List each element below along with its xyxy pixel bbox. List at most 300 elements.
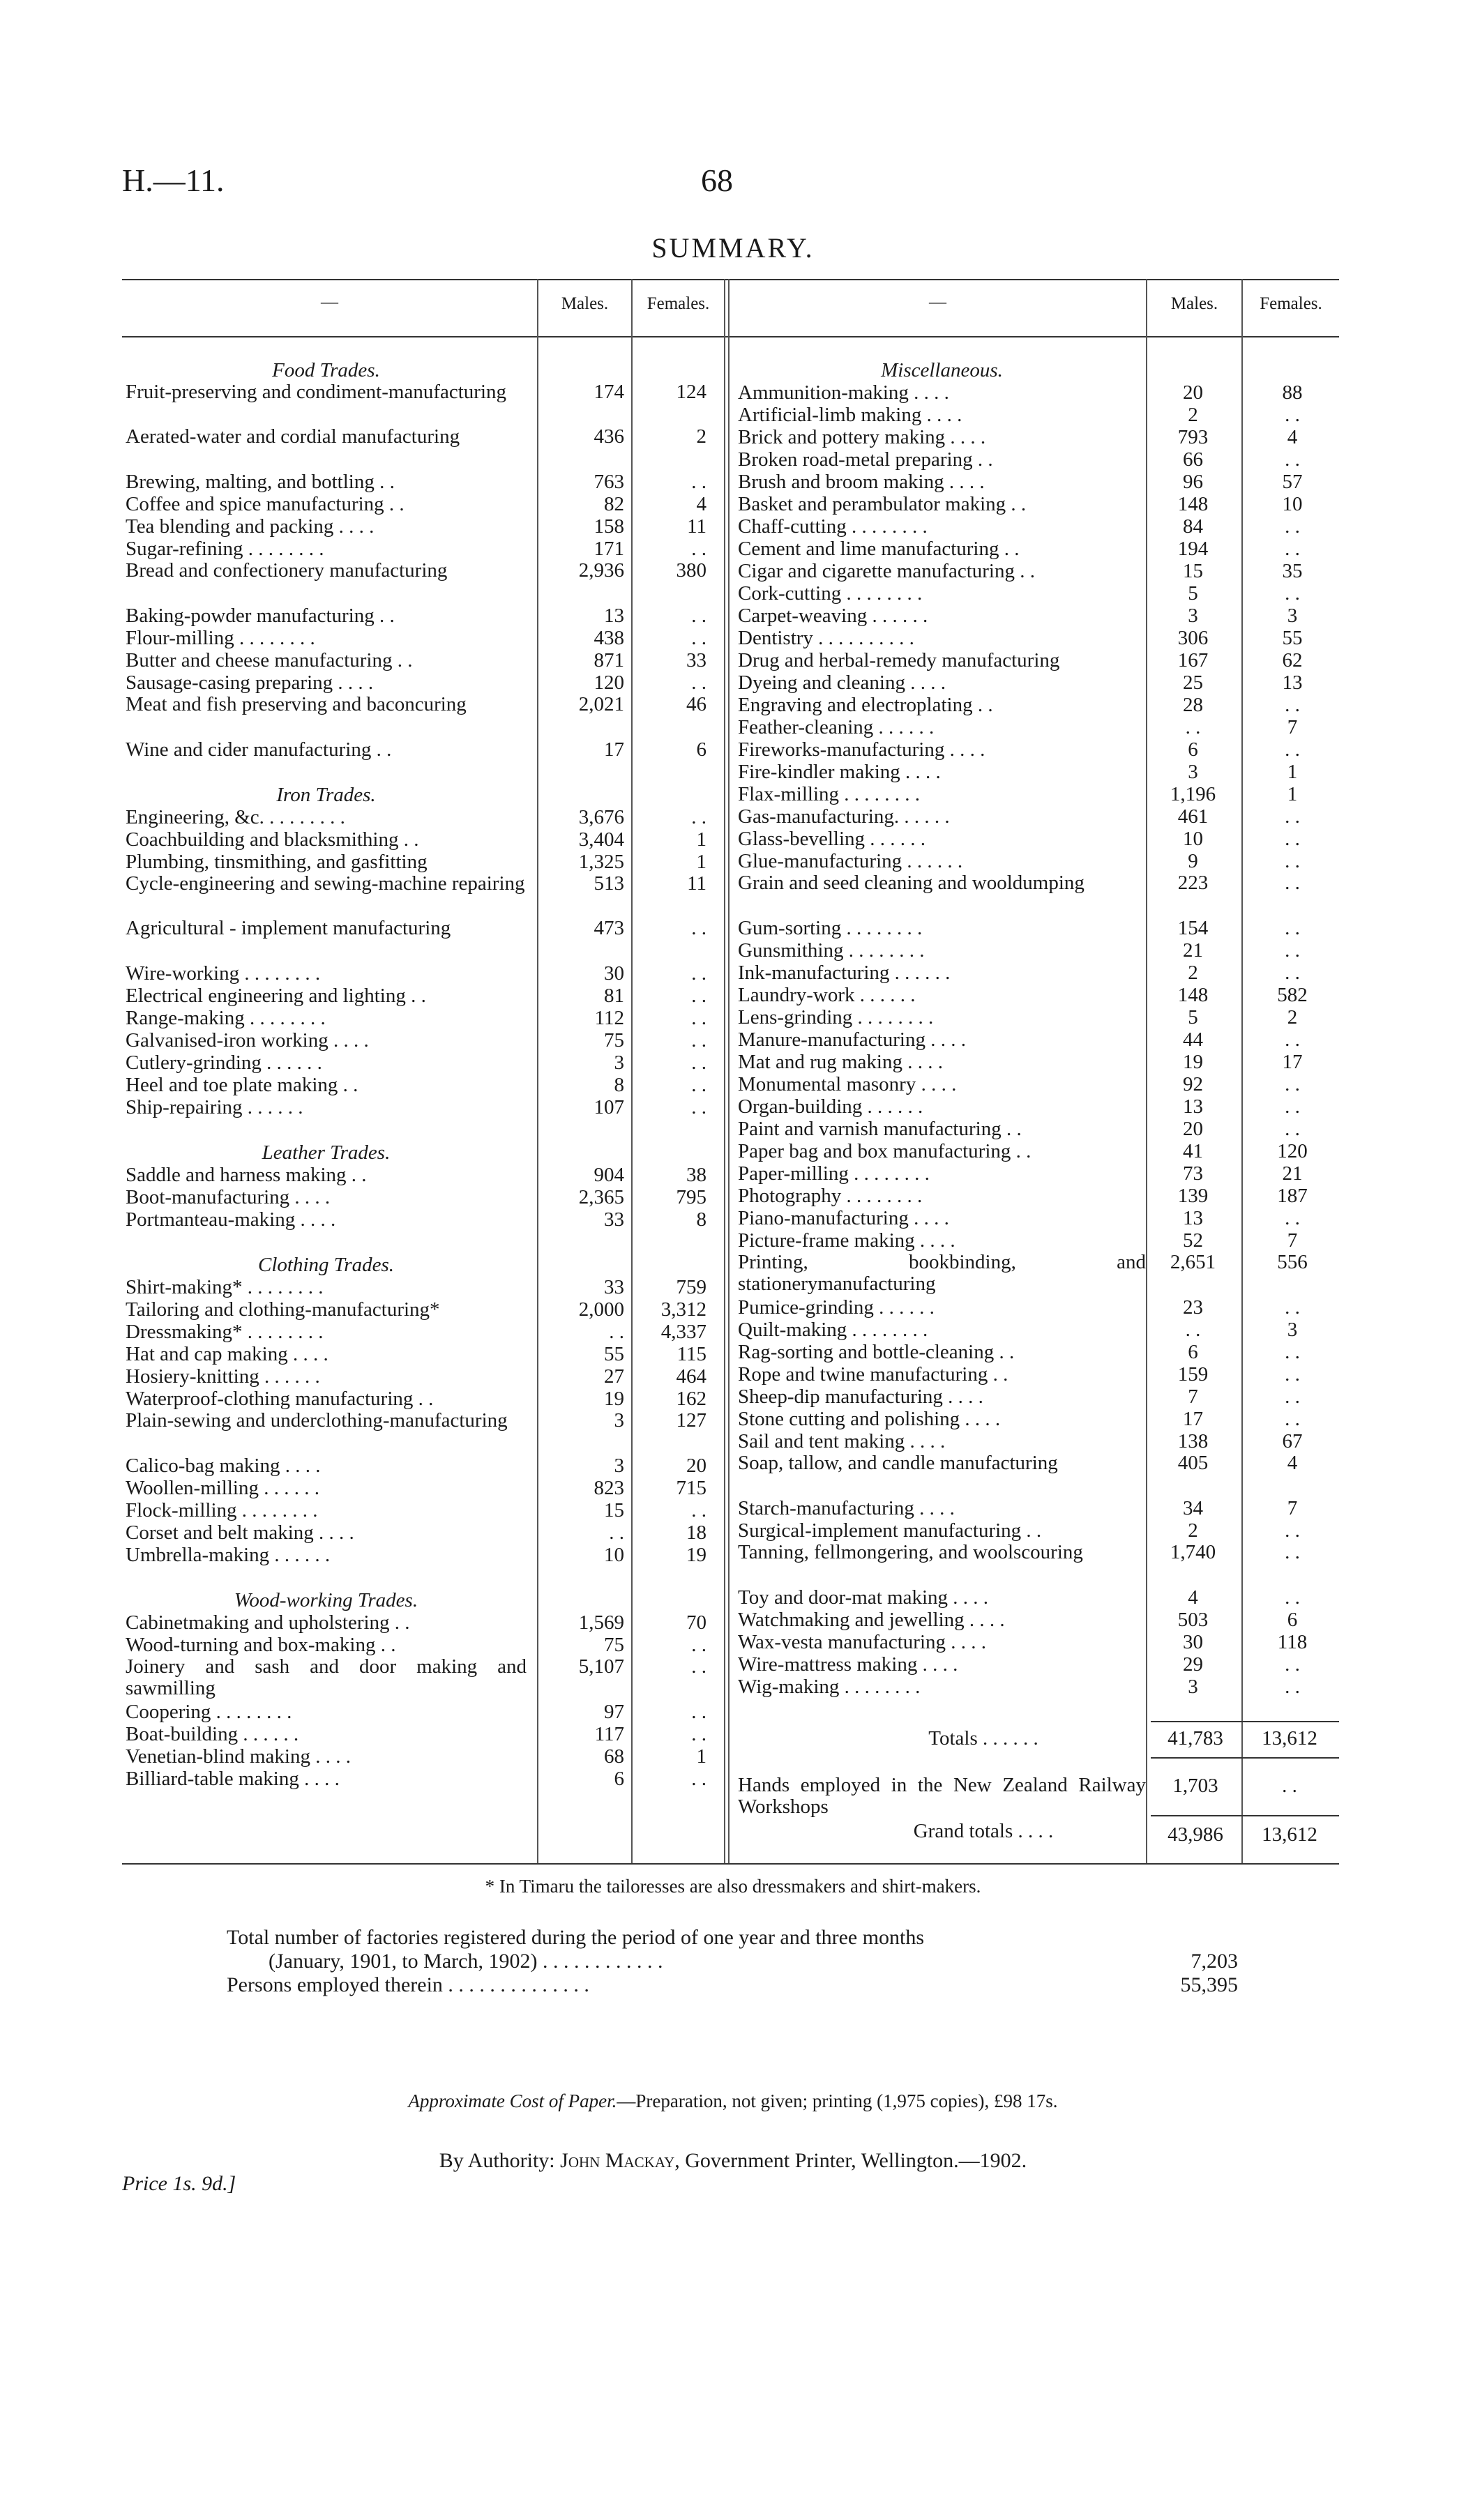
right-table-row — [738, 1251, 1308, 1296]
males-count: 2,651 — [1170, 1251, 1216, 1273]
trade-name: Wood-turning and box-making . . — [126, 1634, 396, 1656]
males-count: 13 — [604, 605, 624, 627]
males-count: 3 — [614, 1409, 624, 1432]
trade-name: Wig-making . . . . . . . . — [738, 1676, 921, 1698]
left-table-row — [126, 1343, 706, 1365]
right-table-row — [738, 627, 1303, 649]
left-table-row — [126, 515, 706, 538]
trade-name: Venetian-blind making . . . . — [126, 1745, 351, 1768]
females-count: 1 — [696, 828, 706, 851]
left-spacer — [126, 1566, 527, 1589]
males-count: 33 — [604, 1276, 624, 1298]
right-table-row — [738, 1519, 1300, 1542]
grand-totals-females: 13,612 — [1262, 1823, 1317, 1846]
trade-name: Gunsmithing . . . . . . . . — [738, 939, 925, 962]
males-count: 871 — [594, 649, 624, 671]
females-count: 1 — [696, 851, 706, 873]
right-table-row — [738, 493, 1303, 515]
males-count: 2,936 — [578, 559, 624, 582]
females-count: 20 — [686, 1455, 706, 1477]
right-table-row — [738, 1118, 1300, 1140]
females-count: 162 — [676, 1388, 706, 1410]
trade-name: Wax-vesta manufacturing . . . . — [738, 1631, 987, 1653]
trade-name: Heel and toe plate making . . — [126, 1074, 358, 1096]
right-table-row — [738, 962, 1300, 984]
females-count: . . — [691, 917, 706, 939]
left-table-row — [126, 851, 706, 873]
males-count: 28 — [1183, 694, 1203, 716]
right-table-row — [738, 671, 1303, 694]
right-table-row — [738, 1386, 1300, 1408]
females-count: . . — [1285, 962, 1300, 984]
males-count: 10 — [604, 1544, 624, 1566]
trade-name: Ammunition-making . . . . — [738, 381, 949, 404]
left-table-row — [126, 627, 706, 649]
right-table-row — [738, 448, 1300, 471]
right-table-row — [738, 1430, 1303, 1452]
males-count: 97 — [604, 1701, 624, 1723]
left-table-row — [126, 1208, 706, 1231]
females-count: 1 — [1287, 761, 1298, 783]
trade-name: Picture-frame making . . . . — [738, 1229, 955, 1252]
males-count: 66 — [1183, 448, 1203, 471]
males-count: 6 — [1188, 1341, 1198, 1363]
right-table-row — [738, 716, 1298, 738]
trade-name: Cutlery-grinding . . . . . . — [126, 1052, 322, 1074]
females-count: 4 — [1287, 1452, 1298, 1474]
right-table-row — [738, 783, 1298, 805]
females-count: . . — [691, 1096, 706, 1118]
right-table-row — [738, 538, 1300, 560]
males-count: 823 — [594, 1477, 624, 1499]
right-table-row — [738, 381, 1303, 404]
right-table-row — [738, 605, 1298, 627]
left-table-row — [126, 1521, 706, 1544]
trade-name: Dyeing and cleaning . . . . — [738, 671, 946, 694]
females-count: 1 — [696, 1745, 706, 1768]
males-count: 5 — [1188, 1006, 1198, 1029]
trade-name: Printing, bookbinding, and stationerymanufacturing — [738, 1252, 1146, 1295]
males-count: 138 — [1177, 1430, 1209, 1452]
right-table-row — [738, 917, 1300, 939]
trade-name: Meat and fish preserving and baconcuring — [126, 694, 467, 715]
trade-name: Glue-manufacturing . . . . . . — [738, 850, 963, 872]
males-count: 793 — [1177, 426, 1209, 448]
males-count: 19 — [1183, 1051, 1203, 1073]
left-table-row — [126, 1499, 706, 1521]
left-table-row — [126, 1052, 706, 1074]
females-count: 67 — [1282, 1430, 1303, 1452]
trade-name: Brick and pottery making . . . . — [738, 426, 986, 448]
left-name-header: — — [321, 293, 338, 312]
summary-persons-count: 55,395 — [1180, 1973, 1238, 1996]
females-count: . . — [1285, 404, 1300, 426]
males-count: 3 — [614, 1455, 624, 1477]
trade-name: Starch-manufacturing . . . . — [738, 1497, 955, 1519]
females-count: . . — [1285, 1676, 1300, 1698]
males-count: 107 — [594, 1096, 624, 1118]
males-count: 139 — [1177, 1185, 1209, 1207]
trade-name: Monumental masonry . . . . — [738, 1073, 957, 1095]
page-title: SUMMARY. — [651, 232, 815, 264]
males-count: 19 — [604, 1388, 624, 1410]
females-count: 187 — [1277, 1185, 1308, 1207]
females-count: . . — [1285, 538, 1300, 560]
railway-males: 1,703 — [1172, 1775, 1218, 1797]
females-count: . . — [691, 806, 706, 828]
trade-name: Wire-mattress making . . . . — [738, 1653, 958, 1676]
right-table-row — [738, 426, 1298, 448]
males-count: 2,000 — [578, 1298, 624, 1321]
left-table-row — [126, 425, 706, 471]
right-name-header: — — [929, 293, 946, 312]
center-double-divider-b — [728, 279, 730, 1863]
left-spacer — [126, 761, 527, 784]
right-table-row — [738, 1296, 1300, 1319]
males-count: 6 — [1188, 738, 1198, 761]
females-count: . . — [691, 627, 706, 649]
males-count: 306 — [1177, 627, 1209, 649]
right-table-row — [738, 1452, 1298, 1497]
trade-name: Glass-bevelling . . . . . . — [738, 828, 926, 850]
males-count: 171 — [594, 538, 624, 560]
right-table-row — [738, 1051, 1303, 1073]
trade-name: Dressmaking* . . . . . . . . — [126, 1321, 324, 1343]
females-count: . . — [1285, 1095, 1300, 1118]
left-table-row — [126, 649, 706, 671]
females-count: 6 — [1287, 1609, 1298, 1631]
trade-name: Gum-sorting . . . . . . . . — [738, 917, 923, 939]
females-count: . . — [691, 538, 706, 560]
females-count: . . — [691, 605, 706, 627]
males-count: 174 — [594, 381, 624, 403]
trade-name: Surgical-implement manufacturing . . — [738, 1519, 1042, 1542]
trade-name: Dentistry . . . . . . . . . . — [738, 627, 914, 649]
trade-name: Grain and seed cleaning and wooldumping — [738, 872, 1085, 894]
right-table-row — [738, 850, 1300, 872]
right-table-row — [738, 1319, 1298, 1341]
right-table-row — [738, 1408, 1300, 1430]
males-count: 461 — [1177, 805, 1209, 828]
females-count: 70 — [686, 1611, 706, 1634]
left-table-row — [126, 1455, 706, 1477]
right-table-row — [738, 560, 1303, 582]
right-table-row — [738, 1185, 1308, 1207]
females-count: 4,337 — [660, 1321, 706, 1343]
males-count: 73 — [1183, 1162, 1203, 1185]
footnote: * In Timaru the tailoresses are also dressmakers and shirt-makers. — [485, 1876, 981, 1897]
totals-top-rule — [1151, 1721, 1339, 1722]
trade-name: Butter and cheese manufacturing . . — [126, 649, 413, 671]
males-count: 30 — [1183, 1631, 1203, 1653]
males-count: 2 — [1188, 1519, 1198, 1542]
right-table-row — [738, 872, 1300, 917]
males-count: 513 — [594, 872, 624, 895]
males-count: 10 — [1183, 828, 1203, 850]
trade-name: Electrical engineering and lighting . . — [126, 985, 426, 1007]
totals-bottom-rule — [1151, 1757, 1339, 1759]
trade-name: Fruit-preserving and condiment-manufacturing — [126, 381, 507, 403]
trade-name: Calico-bag making . . . . — [126, 1455, 321, 1477]
left-table-row — [126, 1655, 706, 1701]
males-count: 405 — [1177, 1452, 1209, 1474]
males-count: 904 — [594, 1164, 624, 1186]
right-table-row — [738, 1006, 1298, 1029]
table-header-rule — [122, 336, 1339, 337]
trade-name: Ship-repairing . . . . . . — [126, 1096, 303, 1118]
males-count: 3,676 — [578, 806, 624, 828]
right-table-row — [738, 1586, 1300, 1609]
right-table-row — [738, 1207, 1300, 1229]
railway-workshops-label: Hands employed in the New Zealand Railway Workshops — [738, 1774, 1146, 1818]
males-count: 148 — [1177, 984, 1209, 1006]
left-table-row — [126, 1186, 706, 1208]
left-section-heading: Clothing Trades. — [258, 1254, 394, 1276]
females-count: . . — [1285, 1386, 1300, 1408]
right-table-row — [738, 1363, 1300, 1386]
males-count: 5,107 — [578, 1655, 624, 1678]
trade-name: Drug and herbal-remedy manufacturing — [738, 649, 1060, 671]
males-count: 3 — [614, 1052, 624, 1074]
left-table-row — [126, 693, 706, 738]
trade-name: Paper bag and box manufacturing . . — [738, 1140, 1032, 1162]
males-count: 20 — [1183, 1118, 1203, 1140]
right-table-row — [738, 1140, 1308, 1162]
females-count: 46 — [686, 693, 706, 715]
trade-name: Toy and door-mat making . . . . — [738, 1586, 989, 1609]
males-count: 6 — [614, 1768, 624, 1790]
females-count: 2 — [696, 425, 706, 448]
females-count: 88 — [1282, 381, 1303, 404]
left-section-heading: Wood-working Trades. — [234, 1589, 418, 1611]
females-count: 464 — [676, 1365, 706, 1388]
totals-females: 13,612 — [1262, 1727, 1317, 1749]
females-count: . . — [1285, 1073, 1300, 1095]
females-count: . . — [691, 1007, 706, 1029]
females-count: . . — [691, 1029, 706, 1052]
males-count: . . — [1185, 1319, 1201, 1341]
males-count: . . — [1185, 716, 1201, 738]
left-table-row — [126, 1164, 706, 1186]
trade-name: Brush and broom making . . . . — [738, 471, 985, 493]
left-table-row — [126, 1298, 706, 1321]
left-table-row — [126, 1007, 706, 1029]
trade-name: Cement and lime manufacturing . . — [738, 538, 1020, 560]
right-table-row — [738, 1676, 1300, 1698]
grand-totals-rule — [1151, 1815, 1339, 1816]
females-count: . . — [1285, 582, 1300, 605]
females-count: 124 — [676, 381, 706, 403]
females-count: . . — [1285, 917, 1300, 939]
left-table-row — [126, 493, 706, 515]
females-count: 115 — [677, 1343, 706, 1365]
trade-name: Hosiery-knitting . . . . . . — [126, 1365, 320, 1388]
females-count: 3 — [1287, 1319, 1298, 1341]
females-count: . . — [691, 471, 706, 493]
trade-name: Manure-manufacturing . . . . — [738, 1029, 966, 1051]
females-count: 33 — [686, 649, 706, 671]
left-table-row — [126, 1477, 706, 1499]
left-table-row — [126, 559, 706, 605]
males-count: 117 — [594, 1723, 624, 1745]
males-count: 1,569 — [578, 1611, 624, 1634]
cost-text: —Preparation, not given; printing (1,975 copies), £98 17s. — [617, 2090, 1058, 2111]
females-count: . . — [691, 1052, 706, 1074]
trade-name: Chaff-cutting . . . . . . . . — [738, 515, 928, 538]
left-table-row — [126, 1276, 706, 1298]
railway-females: . . — [1282, 1775, 1297, 1797]
printer-name: John Mackay — [560, 2149, 675, 2172]
right-table-row — [738, 1653, 1300, 1676]
trade-name: Rope and twine manufacturing . . — [738, 1363, 1008, 1386]
males-count: 473 — [594, 917, 624, 939]
trade-name: Laundry-work . . . . . . — [738, 984, 916, 1006]
left-females-divider — [631, 279, 633, 1863]
males-count: 15 — [604, 1499, 624, 1521]
trade-name: Galvanised-iron working . . . . — [126, 1029, 369, 1052]
left-table-row — [126, 671, 706, 694]
females-count: . . — [1285, 939, 1300, 962]
males-count: 9 — [1188, 850, 1198, 872]
cost-label: Approximate Cost of Paper. — [408, 2090, 617, 2111]
males-count: 223 — [1177, 872, 1209, 894]
trade-name: Pumice-grinding . . . . . . — [738, 1296, 935, 1319]
trade-name: Tanning, fellmongering, and woolscouring — [738, 1542, 1083, 1563]
females-count: 582 — [1277, 984, 1308, 1006]
left-table-row — [126, 828, 706, 851]
trade-name: Portmanteau-making . . . . — [126, 1208, 336, 1231]
males-count: 7 — [1188, 1386, 1198, 1408]
females-count: 57 — [1282, 471, 1303, 493]
males-count: 29 — [1183, 1653, 1203, 1676]
summary-line-1: Total number of factories registered during the period of one year and three months — [227, 1926, 925, 1949]
totals-label: Totals . . . . . . — [928, 1727, 1038, 1749]
trade-name: Coopering . . . . . . . . — [126, 1701, 292, 1723]
left-table-row — [126, 1723, 706, 1745]
right-table-row — [738, 1631, 1308, 1653]
right-table-row — [738, 1609, 1298, 1631]
left-table-row — [126, 1611, 706, 1634]
females-count: . . — [1285, 828, 1300, 850]
females-count: . . — [1285, 515, 1300, 538]
left-table-row — [126, 1365, 706, 1388]
females-count: . . — [691, 1723, 706, 1745]
right-males-divider — [1146, 279, 1147, 1863]
cost-of-paper — [0, 2090, 1466, 2112]
trade-name: Broken road-metal preparing . . — [738, 448, 993, 471]
males-count: 55 — [604, 1343, 624, 1365]
females-count: 11 — [687, 872, 706, 895]
left-females-header: Females. — [647, 294, 710, 313]
left-table-row — [126, 1745, 706, 1768]
females-count: . . — [691, 671, 706, 694]
males-count: 92 — [1183, 1073, 1203, 1095]
males-count: 84 — [1183, 515, 1203, 538]
males-count: 2 — [1188, 404, 1198, 426]
trade-name: Billiard-table making . . . . — [126, 1768, 340, 1790]
trade-name: Stone cutting and polishing . . . . — [738, 1408, 1001, 1430]
females-count: . . — [691, 1768, 706, 1790]
females-count: . . — [691, 1074, 706, 1096]
right-table-row — [738, 694, 1300, 716]
females-count: 4 — [696, 493, 706, 515]
females-count: 118 — [1277, 1631, 1308, 1653]
right-section-heading: Miscellaneous. — [881, 359, 1003, 381]
right-table-row — [738, 1095, 1300, 1118]
trade-name: Flax-milling . . . . . . . . — [738, 783, 920, 805]
males-count: 96 — [1183, 471, 1203, 493]
males-count: 159 — [1177, 1363, 1209, 1386]
trade-name: Umbrella-making . . . . . . — [126, 1544, 331, 1566]
trade-name: Waterproof-clothing manufacturing . . — [126, 1388, 434, 1410]
females-count: . . — [1285, 1363, 1300, 1386]
trade-name: Flour-milling . . . . . . . . — [126, 627, 315, 649]
page-number: 68 — [701, 162, 733, 198]
males-count: 75 — [604, 1634, 624, 1656]
trade-name: Tailoring and clothing-manufacturing* — [126, 1298, 440, 1321]
females-count: 7 — [1287, 716, 1298, 738]
trade-name: Cabinetmaking and upholstering . . — [126, 1611, 410, 1634]
left-table-row — [126, 1768, 706, 1790]
females-count: 13 — [1282, 671, 1303, 694]
trade-name: Soap, tallow, and candle manufacturing — [738, 1452, 1058, 1474]
males-count: 17 — [1183, 1408, 1203, 1430]
authority-suffix: , Government Printer, Wellington.—1902. — [674, 2149, 1027, 2172]
trade-name: Engineering, &c. . . . . . . . . — [126, 806, 345, 828]
females-count: . . — [691, 962, 706, 985]
right-table-row — [738, 582, 1300, 605]
females-count: 55 — [1282, 627, 1303, 649]
left-table-row — [126, 1074, 706, 1096]
females-count: 19 — [686, 1544, 706, 1566]
trade-name: Saddle and harness making . . — [126, 1164, 367, 1186]
trade-name: Shirt-making* . . . . . . . . — [126, 1276, 324, 1298]
left-table-row — [126, 381, 706, 426]
trade-name: Sheep-dip manufacturing . . . . — [738, 1386, 983, 1408]
females-count: . . — [1285, 694, 1300, 716]
males-count: 1,740 — [1170, 1541, 1216, 1563]
left-table-row — [126, 962, 706, 985]
trade-name: Tea blending and packing . . . . — [126, 515, 375, 538]
males-count: 81 — [604, 985, 624, 1007]
males-count: 33 — [604, 1208, 624, 1231]
females-count: 10 — [1282, 493, 1303, 515]
trade-name: Plumbing, tinsmithing, and gasfitting — [126, 851, 428, 873]
trade-name: Fire-kindler making . . . . — [738, 761, 941, 783]
males-count: 438 — [594, 627, 624, 649]
males-count: 3 — [1188, 605, 1198, 627]
males-count: 3 — [1188, 761, 1198, 783]
center-double-divider-a — [724, 279, 725, 1863]
females-count: 11 — [687, 515, 706, 538]
right-table-row — [738, 984, 1308, 1006]
females-count: 21 — [1282, 1162, 1303, 1185]
left-table-row — [126, 1634, 706, 1656]
females-count: 380 — [676, 559, 706, 582]
males-count: 34 — [1183, 1497, 1203, 1519]
trade-name: Paper-milling . . . . . . . . — [738, 1162, 930, 1185]
females-count: . . — [691, 1701, 706, 1723]
trade-name: Cork-cutting . . . . . . . . — [738, 582, 923, 605]
females-count: . . — [1285, 1029, 1300, 1051]
left-table-row — [126, 471, 706, 493]
trade-name: Basket and perambulator making . . — [738, 493, 1027, 515]
females-count: 62 — [1282, 649, 1303, 671]
females-count: . . — [1285, 1541, 1300, 1563]
females-count: 715 — [676, 1477, 706, 1499]
males-count: 436 — [594, 425, 624, 448]
trade-name: Woollen-milling . . . . . . — [126, 1477, 319, 1499]
